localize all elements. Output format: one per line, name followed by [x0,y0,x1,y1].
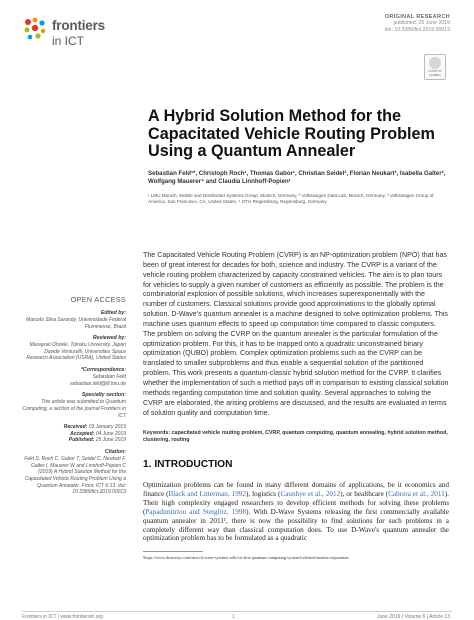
accepted-date: 04 June 2019 [95,430,126,437]
footer-divider [22,611,452,612]
accepted-row [22,431,126,438]
dates [22,424,126,444]
published-row [22,437,126,444]
citation-text: Feld S, Roch C, Gabor T, Seidel C, Neukart F, Galter I, Mauerer W and Linnhoff-Popien C (2019) A Hybrid Solution Method for the Capacitated Vehicle Routing Problem Using a Quantum Annealer. Front. ICT 6:13. doi: 10.3389/fict.2019.00013 [24,455,126,496]
intro-text: ), logistics ( [246,489,281,498]
correspondence-name: Sebastian Feld [92,373,126,380]
logo-wordmark: frontiers [52,18,105,33]
page-number: 1 [232,614,235,620]
keywords: Keywords: capacitated vehicle routing problem, CVRP, quantum computing, quantum annealing, hybrid solution method, clustering, routing [143,430,448,444]
published-date-sidebar: 25 June 2019 [95,437,126,444]
reviewer: Masayuki Ohzeki, Tohoku University, Japan [29,342,126,348]
check-for-updates-button[interactable] [424,54,446,80]
reviewed-by-label: Reviewed by: [92,335,126,342]
reviewer: Davide Venturelli, Universities Space Research Association (USRA), United States [26,348,126,362]
correspondence-email[interactable]: sebastian.feld@ifi.lmu.de [70,380,126,387]
citation-label: Citation: [104,449,126,455]
article-meta [230,14,450,34]
footnote-divider [143,551,203,552]
footnote[interactable]: ¹https://www.dwavesys.com/news/d-wave-systems-sells-its-first-quantum-computing-system-lockheed-martin-corporation. [143,555,350,560]
specialty-label: Specialty section: [81,392,126,399]
update-icon [429,57,441,69]
intro-text: ). Their high complexity engaged researchers to develop efficient methods for solving these problems ( [143,489,449,516]
abstract: The Capacitated Vehicle Routing Problem (CVRP) is an NP-optimization problem (NPO) that has been of great interest for decades for both, science and industry. The CVRP is a variant of the vehicle routing problem characterized by capacity constrained vehicles. The aim is to plan tours for vehicles to supply a given number of customers as efficiently as possible. The problem is the combinatorial explosion of possible solutions, which increases superexponentially with the number of customers. Classical solutions provide good approximations to the globally optimal solution. D-Wave's quantum annealer is a machine designed to solve optimization problems. This machine uses quantum effects to speed up computation time compared to classic computers. The problem on solving the CVRP on the quantum annealer is the particular formulation of the optimization problem. For this, it has to be mapped onto a quadratic unconstrained binary optimization (QUBO) problem. Complex optimization problems such as the CVRP can be translated to smaller subproblems and thus enable a sequential solution of the partitioned problem. This work presents a quantum-classic hybrid solution method for the CVRP. It clarifies whether the implementation of such a method pays off in comparison to existing classical solution methods regarding computation time and solution quality. Several approaches to solving the CVRP are elaborated, the arising problems are discussed, and the results are evaluated in terms of solution quality and computation time. [143,251,449,417]
intro-text: ). With D-Wave Systems releasing the first commercially available quantum annealer in 2011¹, there is now the possibility to find solutions for such problems in a completely different way than classical computation does. To use D-Wave's quantum annealer the optimization problem has to be formulated as a quadratic [143,507,449,543]
footer-journal-link[interactable]: Frontiers in ICT | www.frontiersin.org [22,614,103,620]
editor: Marcelo Silva Sarandy, Universidade Federal Fluminense, Brazil [26,316,126,330]
open-access-label: OPEN ACCESS [70,296,126,304]
affiliations: ¹ LMU Munich, Mobile and Distributed Systems Group, Munich, Germany, ² Volkswagen Data:Lab, Munich, Germany, ³ Volkswagen Group of America, San Francisco, CA, United States, ⁴ OTH Regensburg, Regensburg, Germany [148,193,434,205]
citation-link[interactable]: Black and Litterman, 1992 [168,489,246,498]
specialty-section: This article was submitted to Quantum Computing, a section of the journal Frontiers in ICT [22,399,126,419]
paper-title: A Hybrid Solution Method for the Capacitated Vehicle Routing Problem Using a Quantum Annealer [148,107,435,161]
published-date: published: 25 June 2019 [393,20,450,26]
published-label: Published: [68,437,95,444]
section-heading: 1. INTRODUCTION [143,459,233,470]
author-list: Sebastian Feld¹*, Christoph Roch¹, Thomas Gabor¹, Christian Seidel², Florian Neukart³, Isabella Galter², Wolfgang Mauerer⁴ and Claudia Linnhoff-Popien¹ [148,170,446,186]
received-label: Received: [63,424,88,431]
received-row [22,424,126,431]
footer-issue-info: June 2019 | Volume 6 | Article 13 [377,614,450,620]
intro-text: ), or healthcare ( [340,489,389,498]
intro-paragraph [143,481,449,543]
citation-link[interactable]: Caunhye et al., 2012 [280,489,341,498]
doi-link[interactable]: doi: 10.3389/fict.2019.00013 [384,26,450,33]
edited-by-label: Edited by: [100,310,126,316]
correspondence-label: *Correspondence: [81,367,126,374]
article-sidebar [22,296,126,496]
citation-link[interactable]: Cabrera et al., 2011 [388,489,445,498]
frontiers-logo-icon [22,16,48,42]
article-type: ORIGINAL RESEARCH [384,14,450,20]
received-date: 03 January 2019 [88,424,126,431]
accepted-label: Accepted: [70,430,95,437]
check-updates-label: Check for updates [428,69,442,77]
intro-text: Optimization problems can be found in many different domains of applications, be it economics and finance ( [143,481,449,498]
logo-journal: in ICT [52,34,85,48]
citation-link[interactable]: Papadimitriou and Steiglitz, 1998 [145,507,247,516]
journal-logo[interactable] [22,14,142,52]
